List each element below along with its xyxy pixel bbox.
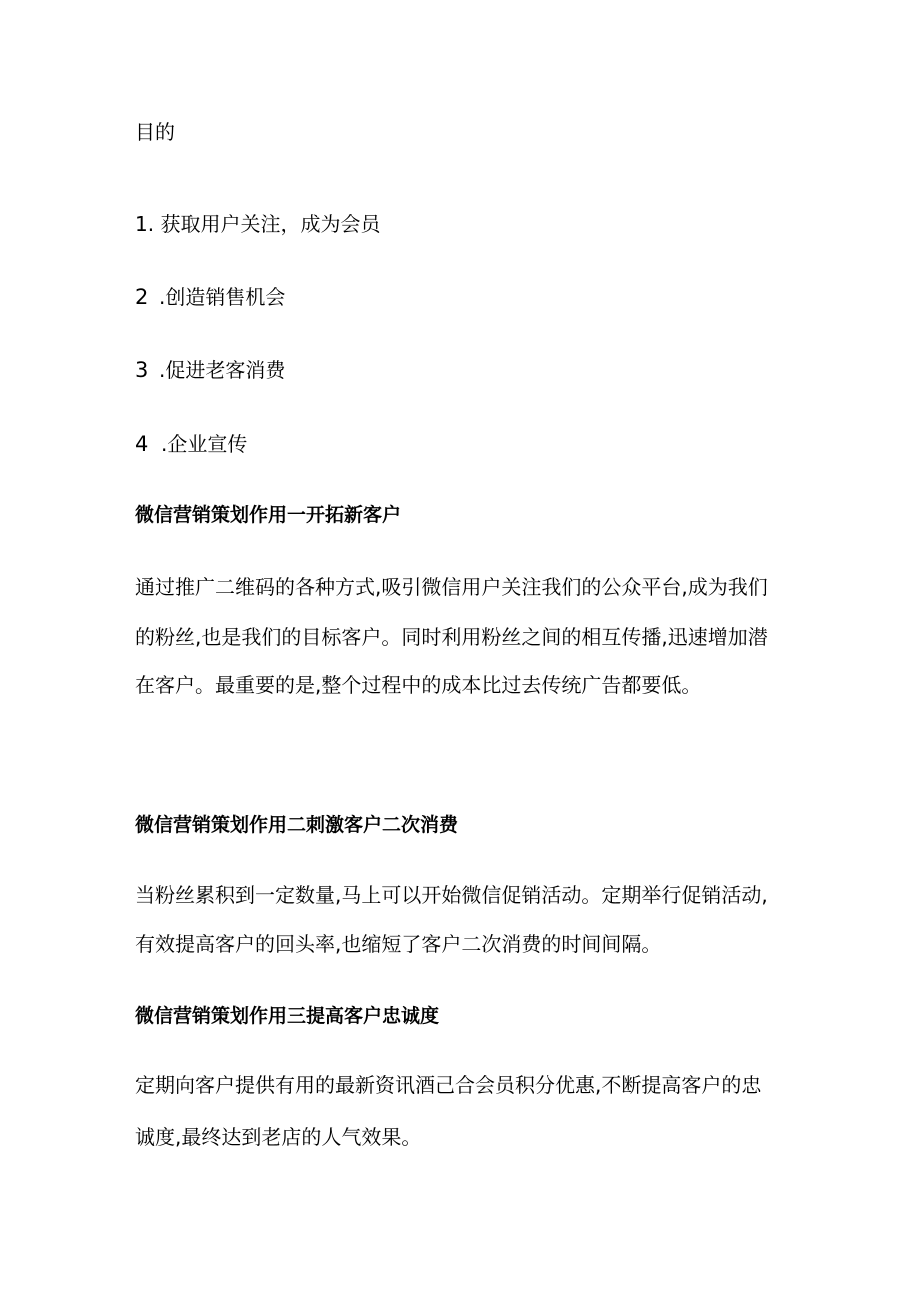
section-heading-1: 微信营销策划作用一开拓新客户 — [135, 504, 402, 526]
section-1-line-1: 通过推广二维码的各种方式,吸引微信用户关注我们的公众平台,成为我们 — [135, 575, 768, 599]
goal-text: .创造销售机会 — [159, 285, 286, 309]
section-1-line-3: 在客户。最重要的是,整个过程中的成本比过去传统广告都要低。 — [135, 673, 702, 697]
section-2-line-1: 当粉丝累积到一定数量,马上可以开始微信促销活动。定期举行促销活动, — [135, 883, 768, 907]
section-3-line-2: 诚度,最终达到老店的人气效果。 — [135, 1125, 422, 1149]
goal-number: 3 — [135, 358, 149, 382]
goal-item-4 — [135, 432, 247, 456]
section-3-line-1: 定期向客户提供有用的最新资讯酒己合会员积分优惠,不断提高客户的忠 — [135, 1073, 762, 1097]
section-heading-3: 微信营销策划作用三提高客户忠诚度 — [135, 1005, 440, 1027]
goal-text: 获取用户关注，成为会员 — [160, 212, 381, 236]
document-title: 目的 — [135, 120, 175, 144]
section-1-line-2: 的粉丝,也是我们的目标客户。同时利用粉丝之间的相互传播,迅速增加潜 — [135, 625, 768, 649]
section-heading-2: 微信营销策划作用二刺激客户二次消费 — [135, 814, 459, 836]
goal-item-1 — [135, 212, 380, 236]
goal-item-3 — [135, 358, 285, 382]
section-2-line-2: 有效提高客户的回头率,也缩短了客户二次消费的时间间隔。 — [135, 932, 662, 956]
goal-text: .企业宣传 — [161, 432, 248, 456]
goal-item-2 — [135, 285, 285, 309]
goal-number: 1. — [135, 212, 155, 236]
goal-number: 4 — [135, 432, 149, 456]
goal-text: .促进老客消费 — [159, 358, 286, 382]
goal-number: 2 — [135, 285, 149, 309]
